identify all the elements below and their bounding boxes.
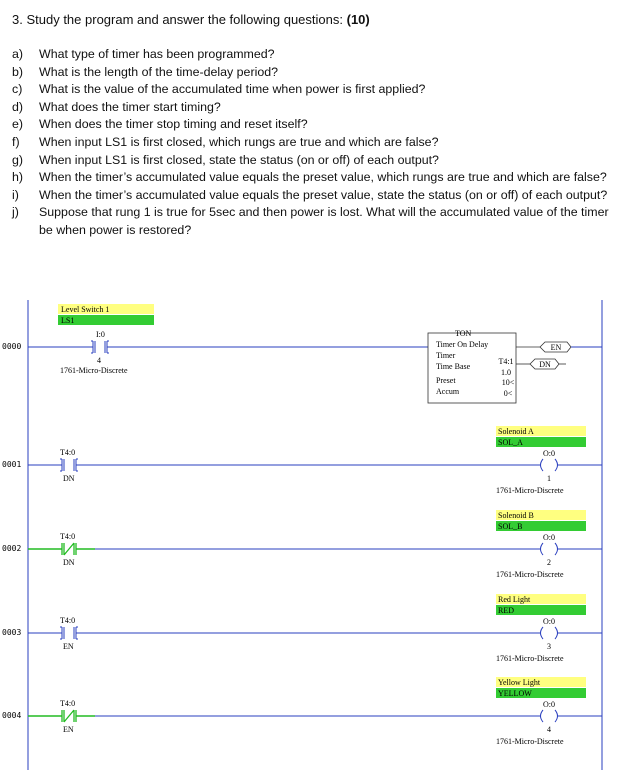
module-name: 1761-Micro-Discrete bbox=[60, 366, 128, 375]
item-label: c) bbox=[12, 82, 23, 97]
contact-bit: DN bbox=[63, 474, 75, 483]
rung-number: 0001 bbox=[2, 460, 22, 469]
xio-contact-t4-en[interactable] bbox=[62, 710, 76, 722]
xic-contact-t4-en[interactable] bbox=[60, 627, 78, 639]
list-item bbox=[12, 134, 622, 152]
item-text: When the timer’s accumulated value equals the preset value, which rungs are true and which are false? bbox=[39, 170, 607, 185]
ton-preset-value: 10< bbox=[501, 378, 515, 387]
item-text: What does the timer start timing? bbox=[39, 99, 221, 114]
rung-0003[interactable] bbox=[2, 594, 602, 663]
en-label: EN bbox=[550, 343, 562, 352]
module-name: 1761-Micro-Discrete bbox=[496, 486, 564, 495]
tag-symbol: YELLOW bbox=[498, 689, 532, 698]
tag-description: Solenoid B bbox=[498, 511, 534, 520]
tag-description: Solenoid A bbox=[498, 427, 534, 436]
tag-symbol: LS1 bbox=[61, 316, 75, 325]
ton-timer-label: Timer bbox=[436, 351, 456, 360]
tag-symbol: SOL_A bbox=[498, 438, 523, 447]
module-name: 1761-Micro-Discrete bbox=[496, 654, 564, 663]
item-text: What is the length of the time-delay period? bbox=[39, 64, 278, 79]
contact-address: T4:0 bbox=[60, 699, 76, 708]
item-label: i) bbox=[12, 187, 19, 202]
item-text: Suppose that rung 1 is true for 5sec and then power is lost. What will the accumulated value of the timer be when power is restored? bbox=[39, 205, 609, 237]
list-item bbox=[12, 152, 622, 170]
item-text: When input LS1 is first closed, state the status (on or off) of each output? bbox=[39, 152, 439, 167]
coil-bit: 2 bbox=[547, 558, 551, 567]
ote-coil-sol-b[interactable] bbox=[541, 543, 558, 555]
list-item bbox=[12, 46, 622, 64]
item-text: What is the value of the accumulated time when power is first applied? bbox=[39, 82, 426, 97]
coil-address: O:0 bbox=[543, 449, 555, 458]
item-label: e) bbox=[12, 117, 24, 132]
list-item bbox=[12, 187, 622, 205]
question-list bbox=[12, 46, 622, 240]
ton-accum-value: 0< bbox=[503, 389, 513, 398]
item-label: a) bbox=[12, 47, 24, 61]
module-name: 1761-Micro-Discrete bbox=[496, 570, 564, 579]
dn-label: DN bbox=[539, 360, 551, 369]
ton-en-bit bbox=[540, 342, 571, 352]
rung-number: 0003 bbox=[2, 628, 22, 637]
rung-number: 0002 bbox=[2, 544, 22, 553]
list-item bbox=[12, 204, 622, 239]
item-label: j) bbox=[12, 205, 19, 220]
coil-address: O:0 bbox=[543, 617, 555, 626]
ote-coil-yellow[interactable] bbox=[541, 710, 558, 722]
xic-contact-t4-dn[interactable] bbox=[60, 459, 78, 471]
list-item bbox=[12, 64, 622, 82]
item-label: f) bbox=[12, 134, 20, 149]
coil-bit: 1 bbox=[547, 474, 551, 483]
item-label: b) bbox=[12, 64, 24, 79]
contact-address: T4:0 bbox=[60, 532, 76, 541]
ton-base-value: 1.0 bbox=[501, 368, 511, 377]
xic-contact-ls1[interactable] bbox=[91, 341, 109, 353]
rung-0000[interactable] bbox=[2, 304, 602, 403]
tag-description: Red Light bbox=[498, 595, 531, 604]
ladder-diagram bbox=[0, 295, 636, 770]
contact-bit: 4 bbox=[97, 356, 101, 365]
tag-symbol: SOL_B bbox=[498, 522, 523, 531]
question-number: 3. bbox=[12, 12, 23, 27]
ton-mnemonic: TON bbox=[455, 329, 472, 338]
item-text: When the timer’s accumulated value equals the preset value, state the status (on or off) of each output? bbox=[39, 187, 608, 202]
contact-address: T4:0 bbox=[60, 616, 76, 625]
ton-base-label: Time Base bbox=[436, 362, 471, 371]
ote-coil-red[interactable] bbox=[541, 627, 558, 639]
coil-address: O:0 bbox=[543, 533, 555, 542]
rung-number: 0004 bbox=[2, 711, 22, 720]
coil-address: O:0 bbox=[543, 700, 555, 709]
tag-description: Yellow Light bbox=[498, 678, 541, 687]
item-label: h) bbox=[12, 170, 24, 185]
question-marks: (10) bbox=[346, 12, 370, 27]
tag-symbol: RED bbox=[498, 606, 514, 615]
contact-bit: EN bbox=[63, 642, 74, 651]
coil-bit: 4 bbox=[547, 725, 551, 734]
ton-title: Timer On Delay bbox=[436, 340, 489, 349]
contact-bit: DN bbox=[63, 558, 75, 567]
item-label: g) bbox=[12, 152, 24, 167]
ote-coil-sol-a[interactable] bbox=[541, 459, 558, 471]
item-label: d) bbox=[12, 99, 24, 114]
contact-address: T4:0 bbox=[60, 448, 76, 457]
rung-number: 0000 bbox=[2, 342, 22, 351]
list-item bbox=[12, 99, 622, 117]
coil-bit: 3 bbox=[547, 642, 551, 651]
ton-dn-bit bbox=[530, 359, 559, 369]
rung-0004[interactable] bbox=[2, 677, 602, 746]
tag-description: Level Switch 1 bbox=[61, 305, 110, 314]
question-header bbox=[12, 12, 370, 27]
question-title: Study the program and answer the following questions: bbox=[26, 12, 343, 27]
list-item bbox=[12, 81, 622, 99]
item-text: When does the timer stop timing and reset itself? bbox=[39, 117, 308, 132]
module-name: 1761-Micro-Discrete bbox=[496, 737, 564, 746]
ton-instruction-block[interactable] bbox=[428, 329, 516, 403]
contact-address: I:0 bbox=[96, 330, 105, 339]
rung-0002[interactable] bbox=[2, 510, 602, 579]
rung-0001[interactable] bbox=[2, 426, 602, 495]
item-text: When input LS1 is first closed, which rungs are true and which are false? bbox=[39, 134, 439, 149]
item-text: What type of timer has been programmed? bbox=[39, 47, 275, 61]
list-item bbox=[12, 169, 622, 187]
ton-timer-value: T4:1 bbox=[498, 357, 514, 366]
ton-accum-label: Accum bbox=[436, 387, 460, 396]
ton-preset-label: Preset bbox=[436, 376, 456, 385]
list-item bbox=[12, 116, 622, 134]
contact-bit: EN bbox=[63, 725, 74, 734]
xio-contact-t4-dn[interactable] bbox=[62, 543, 76, 555]
